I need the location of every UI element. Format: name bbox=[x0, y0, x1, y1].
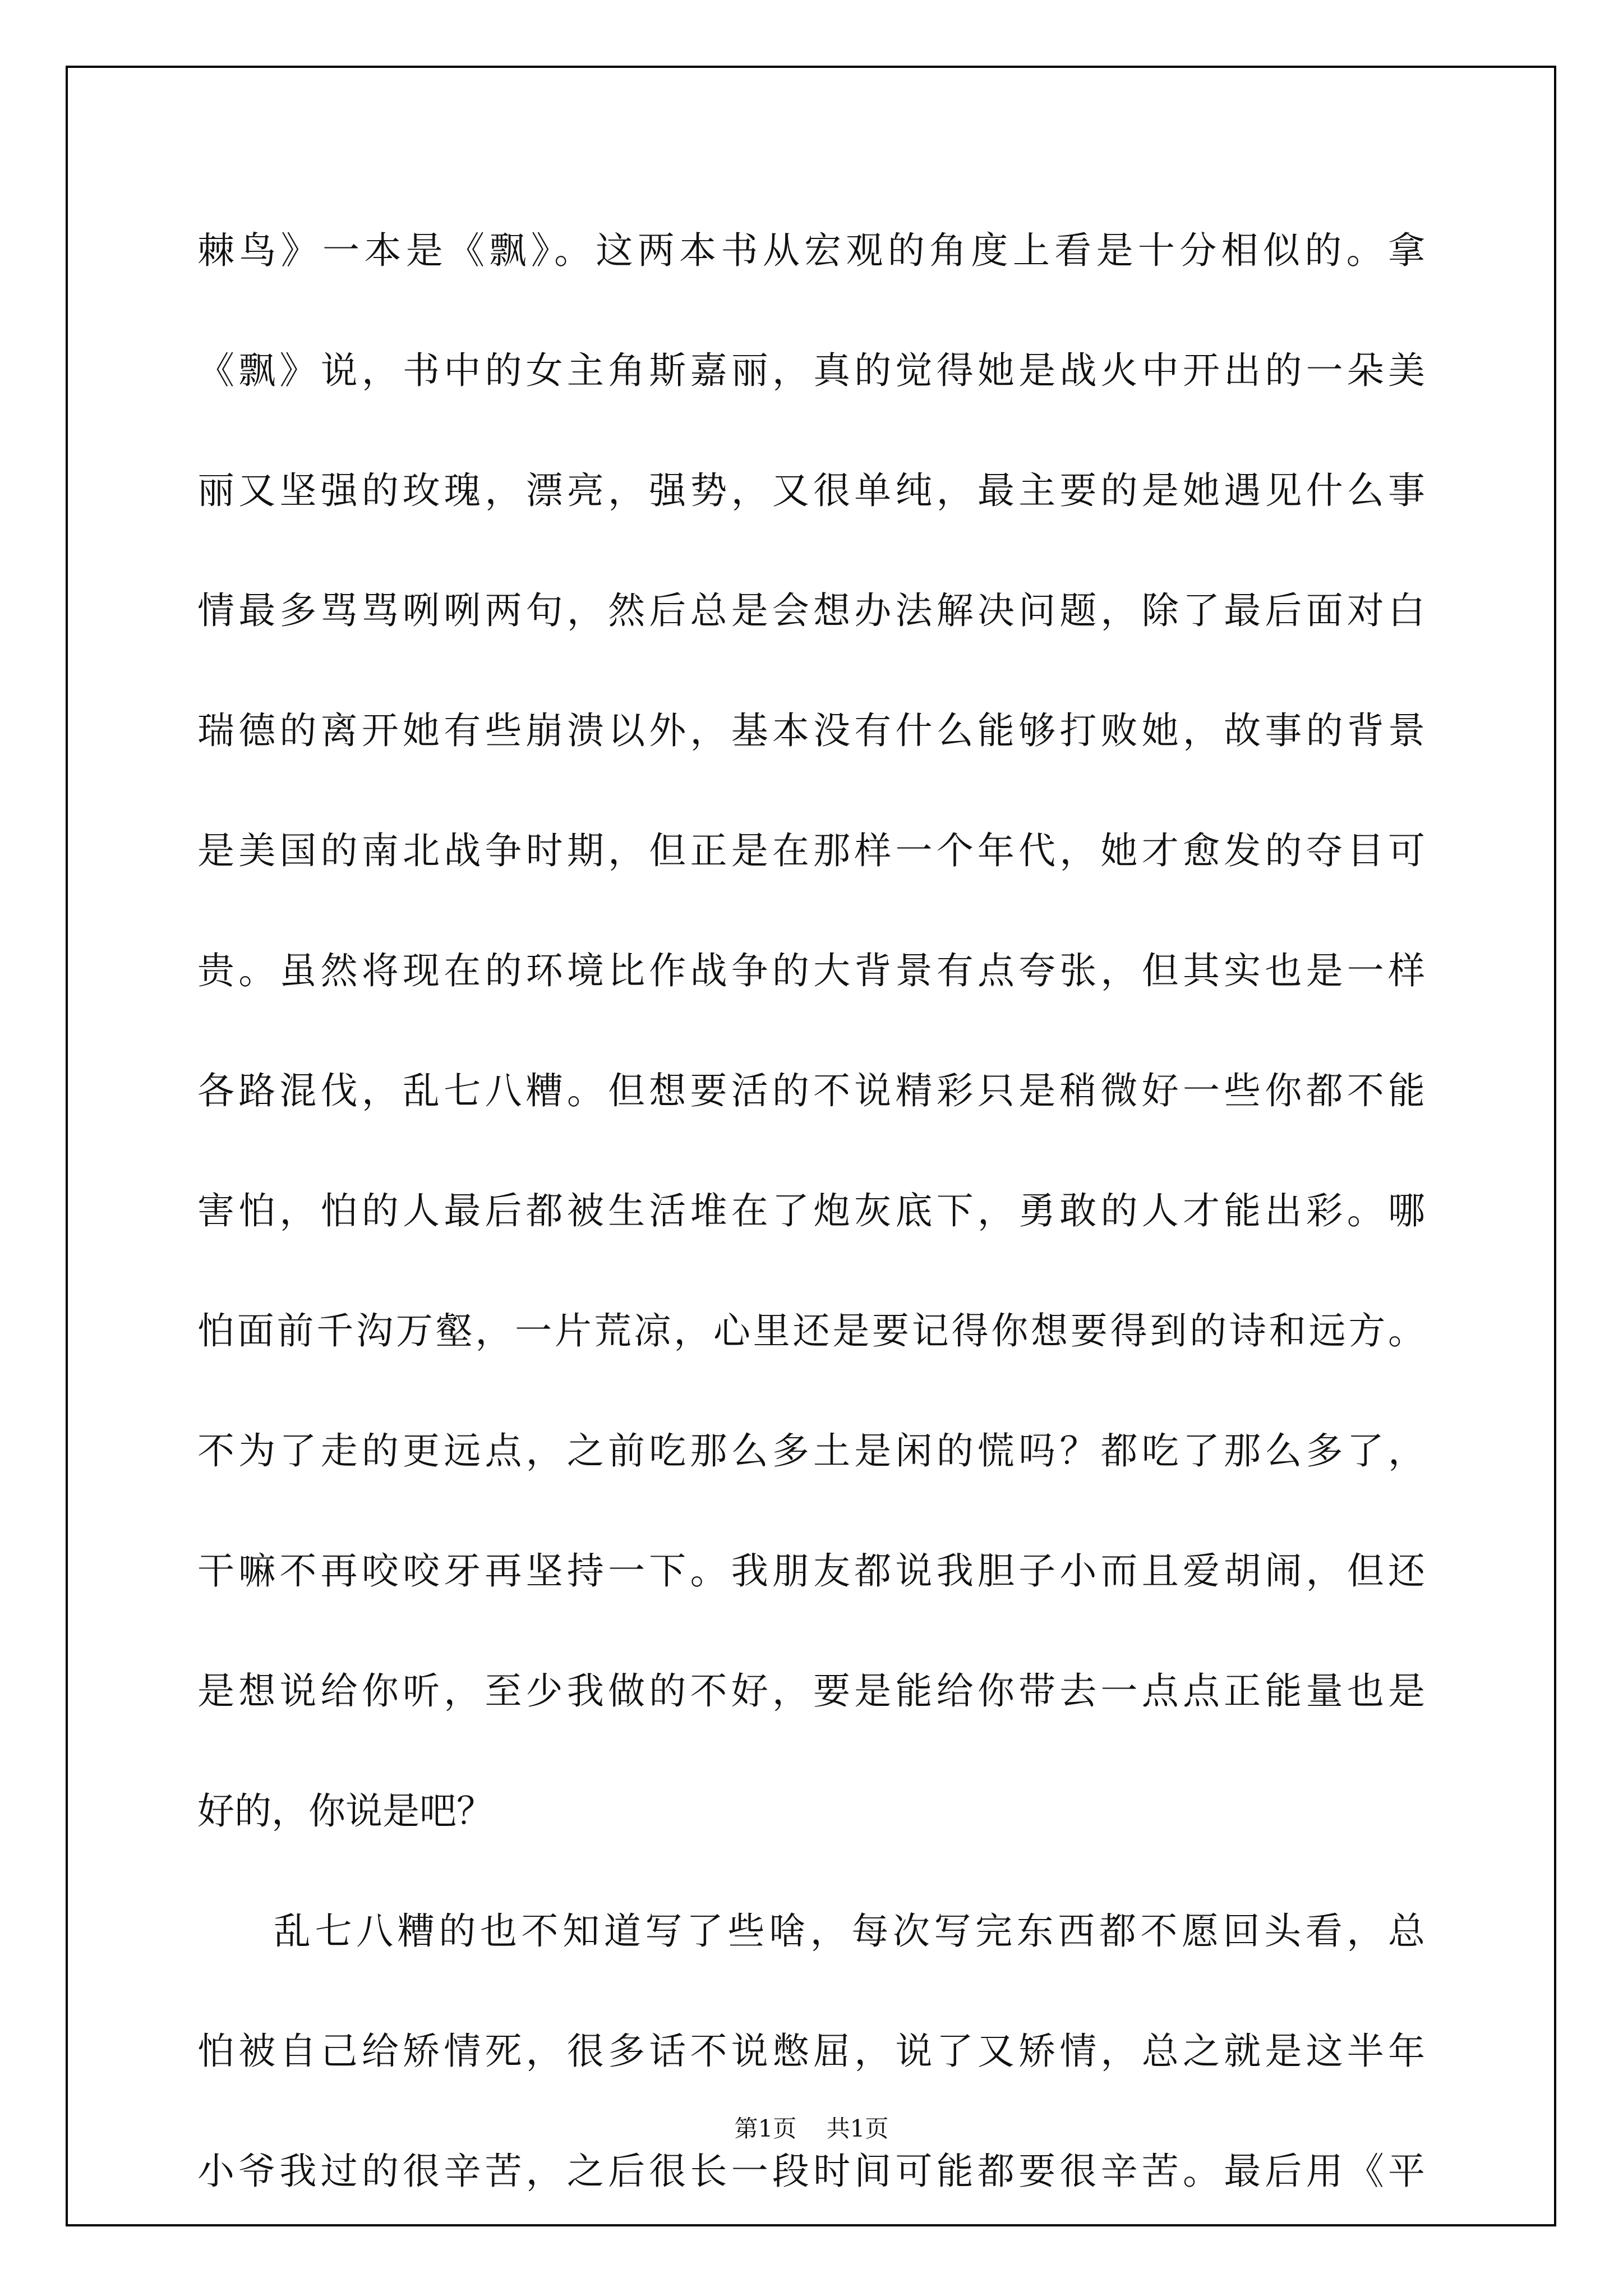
text-line: 是美国的南北战争时期，但正是在那样一个年代，她才愈发的夺目可 bbox=[197, 829, 1425, 872]
text-line: 棘鸟》一本是《飘》。这两本书从宏观的角度上看是十分相似的。拿 bbox=[197, 229, 1425, 272]
text-line: 贵。虽然将现在的环境比作战争的大背景有点夸张，但其实也是一样 bbox=[197, 949, 1425, 992]
text-line: 各路混伐，乱七八糟。但想要活的不说精彩只是稍微好一些你都不能 bbox=[197, 1069, 1425, 1112]
text-line: 乱七八糟的也不知道写了些啥，每次写完东西都不愿回头看，总 bbox=[274, 1910, 1425, 1953]
text-line: 《飘》说，书中的女主角斯嘉丽，真的觉得她是战火中开出的一朵美 bbox=[197, 349, 1425, 392]
text-line: 瑞德的离开她有些崩溃以外，基本没有什么能够打败她，故事的背景 bbox=[197, 709, 1425, 752]
paragraph-1 bbox=[197, 191, 1425, 1871]
text-line: 好的，你说是吧？ bbox=[197, 1789, 494, 1833]
page-footer bbox=[0, 2110, 1623, 2144]
text-line: 干嘛不再咬咬牙再坚持一下。我朋友都说我胆子小而且爱胡闹，但还 bbox=[197, 1549, 1425, 1593]
text-line: 丽又坚强的玫瑰，漂亮，强势，又很单纯，最主要的是她遇见什么事 bbox=[197, 469, 1425, 512]
paragraph-2 bbox=[197, 1871, 1425, 2231]
text-line: 小爷我过的很辛苦，之后很长一段时间可能都要很辛苦。最后用《平 bbox=[197, 2150, 1425, 2193]
text-line: 害怕，怕的人最后都被生活堆在了炮灰底下，勇敢的人才能出彩。哪 bbox=[197, 1189, 1425, 1232]
text-line: 不为了走的更远点，之前吃那么多土是闲的慌吗？都吃了那么多了， bbox=[197, 1429, 1425, 1473]
text-line: 是想说给你听，至少我做的不好，要是能给你带去一点点正能量也是 bbox=[197, 1669, 1425, 1713]
text-line: 怕面前千沟万壑，一片荒凉，心里还是要记得你想要得到的诗和远方。 bbox=[197, 1309, 1425, 1352]
document-body bbox=[197, 191, 1425, 2231]
page-total: 共1页 bbox=[826, 2115, 889, 2142]
page-number: 第1页 bbox=[734, 2115, 797, 2142]
text-line: 情最多骂骂咧咧两句，然后总是会想办法解决问题，除了最后面对白 bbox=[197, 589, 1425, 632]
text-line: 怕被自己给矫情死，很多话不说憋屈，说了又矫情，总之就是这半年 bbox=[197, 2030, 1425, 2073]
